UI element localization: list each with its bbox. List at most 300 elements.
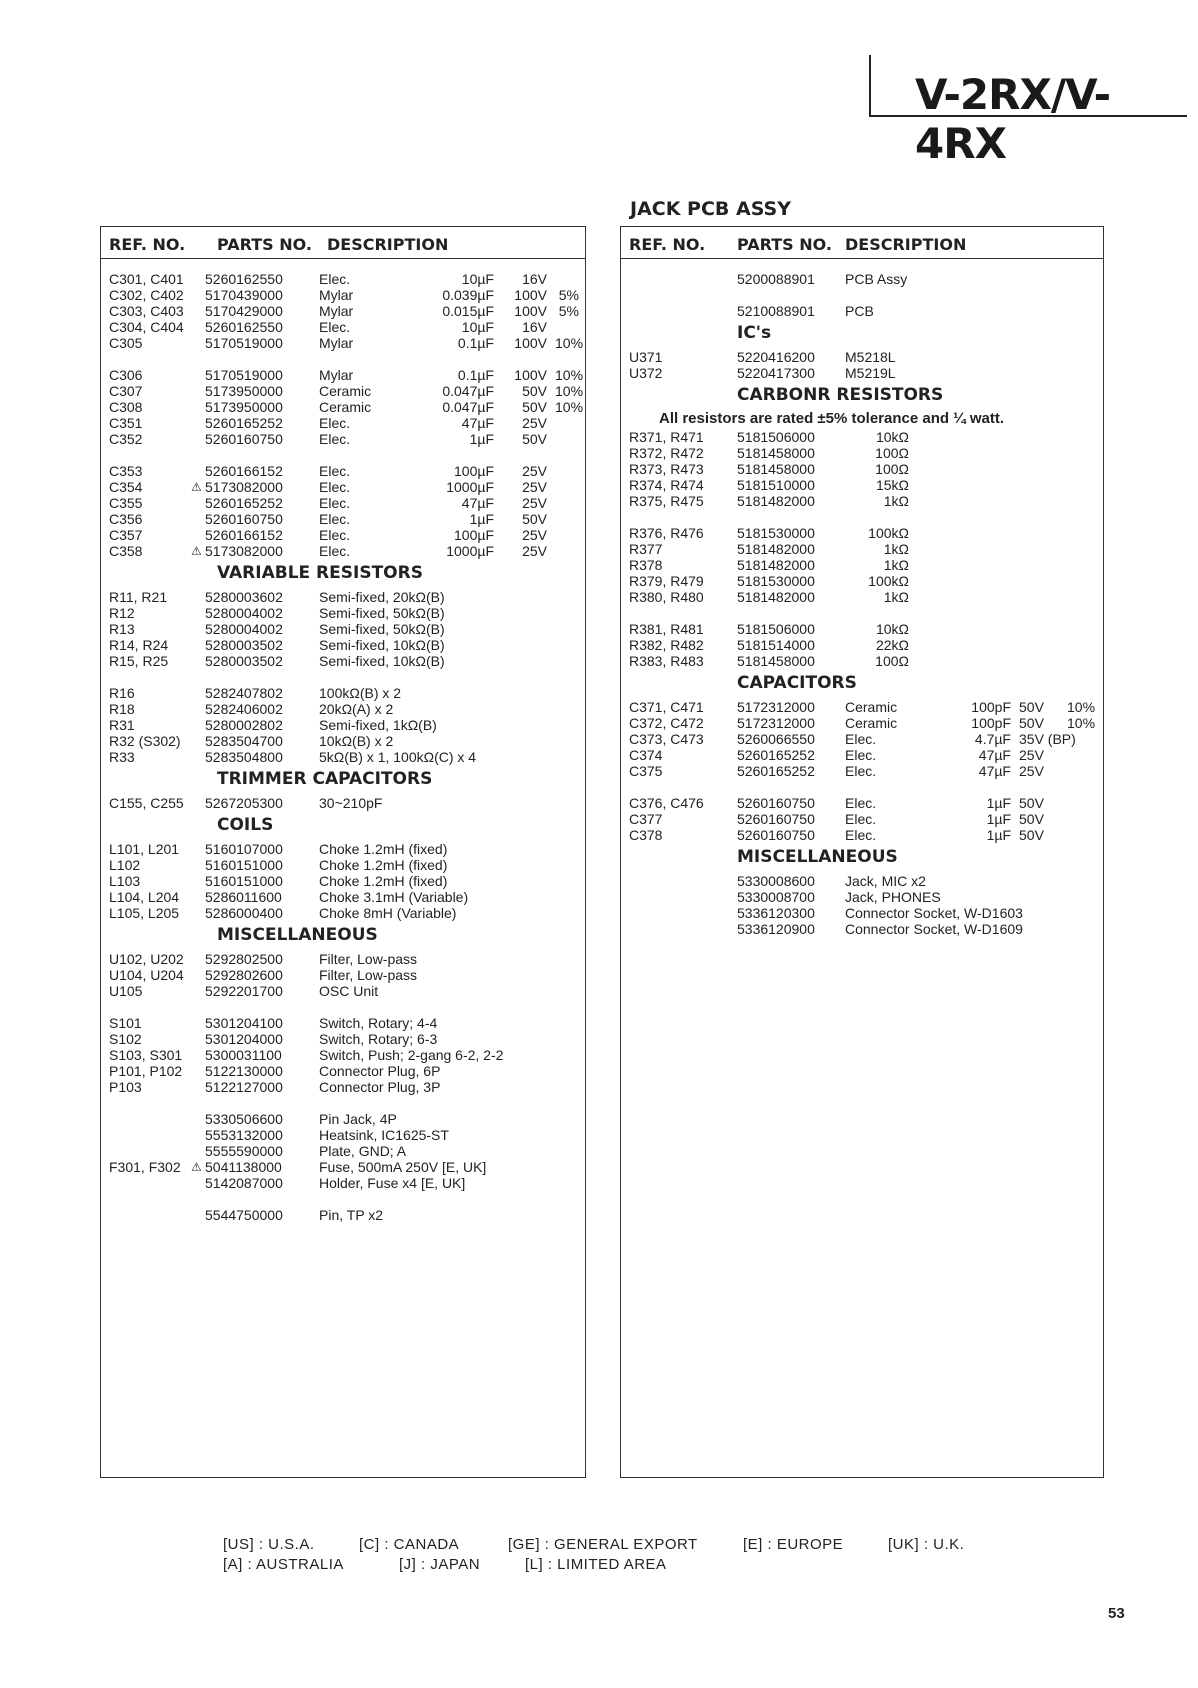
section-title: VARIABLE RESISTORS <box>217 563 423 583</box>
value: 1µF <box>986 795 1011 811</box>
value: 1µF <box>986 827 1011 843</box>
table-header <box>101 227 585 259</box>
ref-no: C306 <box>109 367 143 383</box>
warning-icon: ⚠ <box>191 1160 202 1174</box>
section-heading <box>621 669 1103 699</box>
value: 10kΩ <box>875 621 909 637</box>
description: Filter, Low-pass <box>319 951 418 967</box>
part-no: 5280004002 <box>205 605 283 621</box>
value: 47µF <box>978 763 1011 779</box>
ref-no: R382, R482 <box>629 637 704 653</box>
value: 1kΩ <box>883 557 909 573</box>
table-row <box>101 335 585 351</box>
part-no: 5260165252 <box>737 747 815 763</box>
table-row <box>621 429 1103 445</box>
value: 1µF <box>469 511 494 527</box>
voltage: 16V <box>522 271 547 287</box>
table-row <box>101 1063 585 1079</box>
ref-no: C352 <box>109 431 143 447</box>
part-no: 5330008700 <box>737 889 815 905</box>
description: Plate, GND; A <box>319 1143 407 1159</box>
table-row <box>101 873 585 889</box>
table-row <box>621 557 1103 573</box>
table-row <box>101 1159 585 1175</box>
tolerance: 5% <box>558 303 579 319</box>
spacer <box>101 669 585 685</box>
part-no: 5160107000 <box>205 841 283 857</box>
legend-l: [L] : LIMITED AREA <box>525 1556 667 1573</box>
table-row <box>101 749 585 765</box>
ref-no: C354 <box>109 479 143 495</box>
table-row <box>101 479 585 495</box>
value: 1kΩ <box>883 589 909 605</box>
part-no: 5181510000 <box>737 477 815 493</box>
spacer <box>621 287 1103 303</box>
table-row <box>101 399 585 415</box>
description: Choke 3.1mH (Variable) <box>319 889 469 905</box>
part-no: 5181458000 <box>737 445 815 461</box>
ref-no: C304, C404 <box>109 319 184 335</box>
table-row <box>621 811 1103 827</box>
ref-no: R376, R476 <box>629 525 704 541</box>
part-no: 5181482000 <box>737 557 815 573</box>
value: 10µF <box>461 271 494 287</box>
ref-no: R383, R483 <box>629 653 704 669</box>
table-row <box>101 621 585 637</box>
value: 100µF <box>454 527 494 543</box>
part-no: 5280003502 <box>205 653 283 669</box>
section-heading <box>621 319 1103 349</box>
table-row <box>621 573 1103 589</box>
left-rows <box>101 271 585 1223</box>
tolerance: 10% <box>1067 699 1096 715</box>
ref-no: C356 <box>109 511 143 527</box>
ref-no: C372, C472 <box>629 715 704 731</box>
section-heading <box>101 765 585 795</box>
part-no: 5173082000 <box>205 479 283 495</box>
part-no: 5283504700 <box>205 733 283 749</box>
ref-no: P101, P102 <box>109 1063 183 1079</box>
legend-c: [C] : CANADA <box>359 1536 460 1553</box>
description: Elec. <box>319 431 351 447</box>
part-no: 5280002802 <box>205 717 283 733</box>
part-no: 5173950000 <box>205 383 283 399</box>
part-no: 5172312000 <box>737 699 815 715</box>
ref-no: R381, R481 <box>629 621 704 637</box>
table-row <box>621 303 1103 319</box>
description: Elec. <box>319 543 351 559</box>
section-note <box>621 411 1103 429</box>
value: 1µF <box>469 431 494 447</box>
description: Elec. <box>319 495 351 511</box>
voltage: 50V <box>1019 795 1044 811</box>
spacer <box>101 999 585 1015</box>
legend-ge: [GE] : GENERAL EXPORT <box>508 1536 698 1553</box>
description: Connector Plug, 3P <box>319 1079 441 1095</box>
ref-no: C373, C473 <box>629 731 704 747</box>
voltage: 25V <box>1019 747 1044 763</box>
voltage: 50V <box>1019 699 1044 715</box>
ref-no: C308 <box>109 399 143 415</box>
col-desc: DESCRIPTION <box>327 235 449 254</box>
table-row <box>101 1015 585 1031</box>
value: 47µF <box>461 495 494 511</box>
part-no: 5260166152 <box>205 463 283 479</box>
spacer <box>101 1095 585 1111</box>
table-row <box>101 1111 585 1127</box>
ref-no: S101 <box>109 1015 142 1031</box>
spacer <box>101 351 585 367</box>
table-row <box>101 463 585 479</box>
table-row <box>101 1143 585 1159</box>
voltage: 25V <box>522 527 547 543</box>
table-row <box>101 653 585 669</box>
ref-no: R18 <box>109 701 135 717</box>
spacer <box>101 1191 585 1207</box>
ref-no: L104, L204 <box>109 889 180 905</box>
value: 1000µF <box>446 543 494 559</box>
ref-no: R12 <box>109 605 135 621</box>
legend-e: [E] : EUROPE <box>743 1536 844 1553</box>
table-row <box>621 621 1103 637</box>
ref-no: L102 <box>109 857 141 873</box>
value: 100pF <box>971 699 1011 715</box>
voltage: 50V <box>522 399 547 415</box>
part-no: 5210088901 <box>737 303 815 319</box>
part-no: 5160151000 <box>205 873 283 889</box>
table-row <box>101 637 585 653</box>
part-no: 5260165252 <box>205 415 283 431</box>
spacer <box>621 605 1103 621</box>
table-row <box>101 857 585 873</box>
description: Choke 1.2mH (fixed) <box>319 857 448 873</box>
value: 100µF <box>454 463 494 479</box>
description: Ceramic <box>319 399 372 415</box>
part-no: 5300031100 <box>205 1047 282 1063</box>
table-row <box>621 349 1103 365</box>
table-row <box>621 637 1103 653</box>
legend-uk: [UK] : U.K. <box>888 1536 965 1553</box>
table-row <box>621 715 1103 731</box>
ref-no: C378 <box>629 827 663 843</box>
description: Elec. <box>845 747 877 763</box>
ref-no: R14, R24 <box>109 637 169 653</box>
description: Mylar <box>319 287 354 303</box>
ref-no: P103 <box>109 1079 142 1095</box>
tolerance: 10% <box>555 335 584 351</box>
col-parts: PARTS NO. <box>737 235 832 254</box>
table-row <box>101 527 585 543</box>
description: Switch, Push; 2-gang 6-2, 2-2 <box>319 1047 504 1063</box>
voltage: 100V <box>514 303 547 319</box>
description: Mylar <box>319 367 354 383</box>
part-no: 5181458000 <box>737 461 815 477</box>
section-title: TRIMMER CAPACITORS <box>217 769 433 789</box>
voltage: 25V <box>522 463 547 479</box>
description: Choke 1.2mH (fixed) <box>319 841 448 857</box>
description: 100kΩ(B) x 2 <box>319 685 402 701</box>
part-no: 5220416200 <box>737 349 815 365</box>
ref-no: R13 <box>109 621 135 637</box>
voltage: 25V <box>1019 763 1044 779</box>
note-text: All resistors are rated ±5% tolerance and ¼ watt. <box>659 410 1005 427</box>
voltage: 50V <box>1019 827 1044 843</box>
ref-no: C376, C476 <box>629 795 704 811</box>
value: 0.047µF <box>442 383 494 399</box>
part-no: 5170519000 <box>205 335 283 351</box>
ref-no: S103, S301 <box>109 1047 183 1063</box>
part-no: 5260162550 <box>205 271 283 287</box>
description: Elec. <box>319 511 351 527</box>
legend-j: [J] : JAPAN <box>399 1556 481 1573</box>
ref-no: L103 <box>109 873 141 889</box>
table-row <box>621 445 1103 461</box>
table-row <box>101 1207 585 1223</box>
description: Semi-fixed, 20kΩ(B) <box>319 589 445 605</box>
table-row <box>101 889 585 905</box>
ref-no: L101, L201 <box>109 841 180 857</box>
ref-no: U372 <box>629 365 663 381</box>
ref-no: C303, C403 <box>109 303 184 319</box>
table-row <box>101 1127 585 1143</box>
table-row <box>621 905 1103 921</box>
voltage: 50V <box>522 431 547 447</box>
description: Connector Socket, W-D1603 <box>845 905 1023 921</box>
value: 0.015µF <box>442 303 494 319</box>
table-row <box>101 415 585 431</box>
table-row <box>621 461 1103 477</box>
ref-no: R379, R479 <box>629 573 704 589</box>
description: PCB Assy <box>845 271 908 287</box>
description: Holder, Fuse x4 [E, UK] <box>319 1175 466 1191</box>
description: Ceramic <box>845 699 898 715</box>
section-heading <box>101 811 585 841</box>
ref-no: C358 <box>109 543 143 559</box>
section-title: IC's <box>737 323 772 343</box>
description: 10kΩ(B) x 2 <box>319 733 394 749</box>
description: Semi-fixed, 10kΩ(B) <box>319 653 445 669</box>
voltage: 50V <box>1019 715 1044 731</box>
spacer <box>101 447 585 463</box>
table-row <box>621 271 1103 287</box>
ref-no: C357 <box>109 527 143 543</box>
value: 1kΩ <box>883 541 909 557</box>
ref-no: R375, R475 <box>629 493 704 509</box>
ref-no: C302, C402 <box>109 287 184 303</box>
description: Connector Socket, W-D1609 <box>845 921 1023 937</box>
table-row <box>101 383 585 399</box>
part-no: 5181530000 <box>737 525 815 541</box>
voltage: 50V <box>522 383 547 399</box>
description: Ceramic <box>319 383 372 399</box>
voltage: 50V <box>1019 811 1044 827</box>
section-heading <box>101 921 585 951</box>
table-row <box>101 717 585 733</box>
table-row <box>101 431 585 447</box>
table-row <box>101 543 585 559</box>
part-no: 5292201700 <box>205 983 283 999</box>
col-ref: REF. NO. <box>109 235 186 254</box>
ref-no: U104, U204 <box>109 967 184 983</box>
table-row <box>621 889 1103 905</box>
tolerance: 5% <box>558 287 579 303</box>
warning-icon: ⚠ <box>191 544 202 558</box>
part-no: 5280003502 <box>205 637 283 653</box>
part-no: 5260066550 <box>737 731 815 747</box>
part-no: 5544750000 <box>205 1207 283 1223</box>
voltage: 25V <box>522 415 547 431</box>
table-header <box>621 227 1103 259</box>
table-row <box>101 701 585 717</box>
page-number: 53 <box>1108 1605 1125 1622</box>
description: Semi-fixed, 50kΩ(B) <box>319 605 445 621</box>
table-row <box>101 605 585 621</box>
value: 0.039µF <box>442 287 494 303</box>
section-title: CAPACITORS <box>737 673 857 693</box>
part-no: 5170439000 <box>205 287 283 303</box>
part-no: 5173082000 <box>205 543 283 559</box>
value: 100pF <box>971 715 1011 731</box>
ref-no: R32 (S302) <box>109 733 181 749</box>
ref-no: U102, U202 <box>109 951 184 967</box>
part-no: 5282406002 <box>205 701 283 717</box>
part-no: 5286000400 <box>205 905 283 921</box>
part-no: 5220417300 <box>737 365 815 381</box>
ref-no: L105, L205 <box>109 905 180 921</box>
part-no: 5292802500 <box>205 951 283 967</box>
description: Jack, PHONES <box>845 889 941 905</box>
part-no: 5160151000 <box>205 857 283 873</box>
table-row <box>101 495 585 511</box>
section-heading <box>621 843 1103 873</box>
table-row <box>101 1079 585 1095</box>
part-no: 5122130000 <box>205 1063 283 1079</box>
ref-no: U105 <box>109 983 143 999</box>
table-row <box>621 795 1103 811</box>
part-no: 5555590000 <box>205 1143 283 1159</box>
part-no: 5142087000 <box>205 1175 283 1191</box>
ref-no: C307 <box>109 383 143 399</box>
ref-no: R372, R472 <box>629 445 704 461</box>
part-no: 5330506600 <box>205 1111 283 1127</box>
ref-no: C377 <box>629 811 663 827</box>
right-parts-table <box>620 226 1104 1478</box>
description: Switch, Rotary; 4-4 <box>319 1015 438 1031</box>
col-ref: REF. NO. <box>629 235 706 254</box>
description: PCB <box>845 303 874 319</box>
left-parts-table <box>100 226 586 1478</box>
description: 20kΩ(A) x 2 <box>319 701 394 717</box>
part-no: 5282407802 <box>205 685 283 701</box>
description: Ceramic <box>845 715 898 731</box>
table-row <box>621 747 1103 763</box>
legend-us: [US] : U.S.A. <box>223 1536 315 1553</box>
description: Elec. <box>319 415 351 431</box>
value: 47µF <box>978 747 1011 763</box>
ref-no: C374 <box>629 747 663 763</box>
table-row <box>101 1031 585 1047</box>
value: 100Ω <box>875 445 909 461</box>
ref-no: U371 <box>629 349 663 365</box>
description: Jack, MIC x2 <box>845 873 926 889</box>
ref-no: R373, R473 <box>629 461 704 477</box>
table-row <box>621 525 1103 541</box>
ref-no: C351 <box>109 415 143 431</box>
value: 0.047µF <box>442 399 494 415</box>
jack-pcb-title: JACK PCB ASSY <box>630 198 791 220</box>
tolerance: 10% <box>1067 715 1096 731</box>
description: Fuse, 500mA 250V [E, UK] <box>319 1159 487 1175</box>
part-no: 5267205300 <box>205 795 283 811</box>
voltage: 50V <box>522 511 547 527</box>
part-no: 5336120900 <box>737 921 815 937</box>
description: Elec. <box>845 731 877 747</box>
part-no: 5173950000 <box>205 399 283 415</box>
description: Elec. <box>319 319 351 335</box>
table-row <box>101 685 585 701</box>
section-title: MISCELLANEOUS <box>217 925 378 945</box>
ref-no: R16 <box>109 685 135 701</box>
table-row <box>101 511 585 527</box>
legend-a: [A] : AUSTRALIA <box>223 1556 344 1573</box>
description: Connector Plug, 6P <box>319 1063 441 1079</box>
table-row <box>101 841 585 857</box>
ref-no: R374, R474 <box>629 477 704 493</box>
part-no: 5301204000 <box>205 1031 283 1047</box>
part-no: 5292802600 <box>205 967 283 983</box>
part-no: 5260160750 <box>737 795 815 811</box>
description: Elec. <box>319 463 351 479</box>
description: Elec. <box>319 271 351 287</box>
tolerance: 10% <box>555 367 584 383</box>
part-no: 5172312000 <box>737 715 815 731</box>
value: 100kΩ <box>868 525 909 541</box>
part-no: 5260160750 <box>205 511 283 527</box>
value: 10µF <box>461 319 494 335</box>
table-row <box>621 921 1103 937</box>
part-no: 5170429000 <box>205 303 283 319</box>
voltage: 25V <box>522 479 547 495</box>
tolerance: 10% <box>555 383 584 399</box>
description: 30~210pF <box>319 795 383 811</box>
section-title: COILS <box>217 815 274 835</box>
table-row <box>621 589 1103 605</box>
ref-no: C375 <box>629 763 663 779</box>
table-row <box>101 271 585 287</box>
table-row <box>621 763 1103 779</box>
section-heading <box>621 381 1103 411</box>
table-row <box>621 365 1103 381</box>
section-heading <box>101 559 585 589</box>
table-row <box>101 983 585 999</box>
right-rows <box>621 271 1103 937</box>
description: Elec. <box>845 795 877 811</box>
value: 1kΩ <box>883 493 909 509</box>
part-no: 5200088901 <box>737 271 815 287</box>
part-no: 5286011600 <box>205 889 282 905</box>
table-row <box>101 951 585 967</box>
part-no: 5170519000 <box>205 367 283 383</box>
voltage: 25V <box>522 543 547 559</box>
description: Semi-fixed, 10kΩ(B) <box>319 637 445 653</box>
voltage: 25V <box>522 495 547 511</box>
value: 10kΩ <box>875 429 909 445</box>
description: Filter, Low-pass <box>319 967 418 983</box>
ref-no: R31 <box>109 717 135 733</box>
tolerance: 10% <box>555 399 584 415</box>
description: Elec. <box>845 811 877 827</box>
voltage: 100V <box>514 367 547 383</box>
